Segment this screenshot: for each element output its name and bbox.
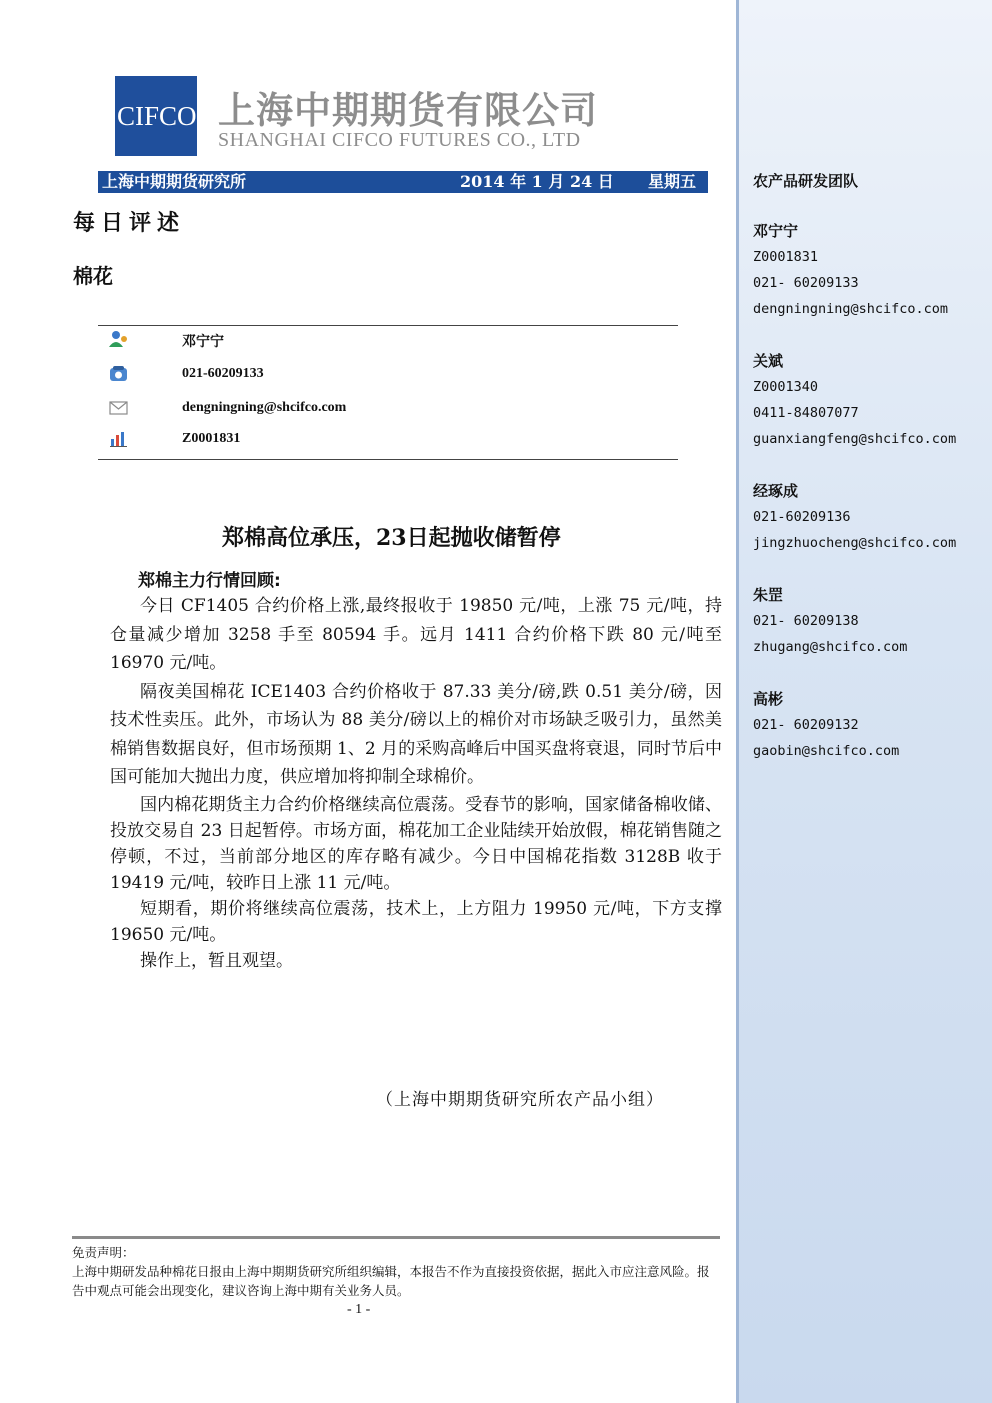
contact-card [753,348,956,452]
contact-email[interactable]: guanxiangfeng@shcifco.com [753,431,957,447]
analyst-phone-row [108,364,668,388]
section-title: 每日评述 [73,211,186,236]
contact-line: Z0001831 [753,249,819,265]
phone-icon [108,364,130,384]
paragraph: 操作上，暂且观望。 [140,950,293,971]
paragraph: 今日 CF1405 合约价格上涨,最终报收于 19850 元/吨，上涨 75 元/吨，持仓量减少增加 3258 手至 80594 手。远月 1411 合约价格下跌 80 元/吨至 16970 元/吨。 [110,596,722,673]
analyst-email[interactable]: dengningning@shcifco.com [182,400,347,415]
disclaimer-title: 免责声明： [72,1245,135,1260]
contact-card [753,686,899,764]
article-subheading: 郑棉主力行情回顾: [138,571,281,591]
contact-card [753,218,948,322]
page-number: - 1 - [347,1302,371,1317]
author-note: （上海中期期货研究所农产品小组） [376,1090,664,1110]
contact-email[interactable]: zhugang@shcifco.com [753,639,908,655]
contact-email[interactable]: dengningning@shcifco.com [753,301,949,317]
divider [98,325,678,326]
contact-line: 021-60209136 [753,509,851,525]
contact-line: 0411-84807077 [753,405,859,421]
disclaimer-text: 上海中期研发品种棉花日报由上海中期期货研究所组织编辑，本报告不作为直接投资依据，据此入市应注意风险。报告中观点可能会出现变化，建议咨询上海中期有关业务人员。 [72,1264,710,1298]
company-name-cn: 上海中期期货有限公司 [218,89,598,132]
analyst-email-row [108,398,668,422]
header-banner [98,171,708,193]
article-headline: 郑棉高位承压，23日起抛收储暂停 [222,525,561,551]
team-title: 农产品研发团队 [753,172,859,190]
contact-name: 朱罡 [753,586,784,604]
company-logo: CIFCO [115,76,197,156]
sidebar [736,0,992,1403]
analyst-name-row [108,329,668,353]
contact-line: 021- 60209132 [753,717,859,733]
contact-line: 021- 60209133 [753,275,859,291]
contact-name: 邓宁宁 [753,222,799,240]
contact-line: Z0001340 [753,379,819,395]
footer-divider [72,1236,720,1239]
article-body [110,592,722,974]
paragraph: 国内棉花期货主力合约价格继续高位震荡。受春节的影响，国家储备棉收储、投放交易自 23 日起暂停。市场方面，棉花加工企业陆续开始放假，棉花销售随之停顿，不过，当前部分地区的库存略有减少。今日中国棉花指数 3128B 收于 19419 元/吨，较昨日上涨 11 元/吨。 [110,794,722,893]
envelope-icon [108,398,130,418]
contact-email[interactable]: jingzhuocheng@shcifco.com [753,535,957,551]
disclaimer [72,1243,720,1300]
institute-name: 上海中期期货研究所 [102,172,247,191]
contact-name: 关斌 [753,352,784,370]
company-name-en: SHANGHAI CIFCO FUTURES CO., LTD [218,129,581,151]
paragraph: 短期看，期价将继续高位震荡，技术上，上方阻力 19950 元/吨，下方支撑 19650 元/吨。 [110,898,722,945]
contact-line: 021- 60209138 [753,613,859,629]
product-name: 棉花 [73,264,113,288]
contact-card [753,478,956,556]
contact-name: 经琢成 [753,482,799,500]
analyst-phone: 021-60209133 [182,366,264,381]
paragraph: 隔夜美国棉花 ICE1403 合约价格收于 87.33 美分/磅,跌 0.51 美分/磅，因技术性卖压。此外，市场认为 88 美分/磅以上的棉价对市场缺乏吸引力，虽然美棉销售数据良好，但市场预期 1、2 月的采购高峰后中国买盘将衰退，同时节后中国可能加大抛出力度，供应增加将抑制全球棉价。 [110,681,722,787]
person-icon [108,329,130,349]
contact-name: 高彬 [753,690,784,708]
divider [98,459,678,460]
analyst-name: 邓宁宁 [182,335,224,350]
analyst-license-row [108,429,668,453]
chart-icon [108,429,130,449]
contact-email[interactable]: gaobin@shcifco.com [753,743,900,759]
report-weekday: 星期五 [648,172,697,191]
contact-card [753,582,907,660]
report-date: 2014 年 1 月 24 日 [460,172,614,191]
analyst-license: Z0001831 [182,431,241,446]
